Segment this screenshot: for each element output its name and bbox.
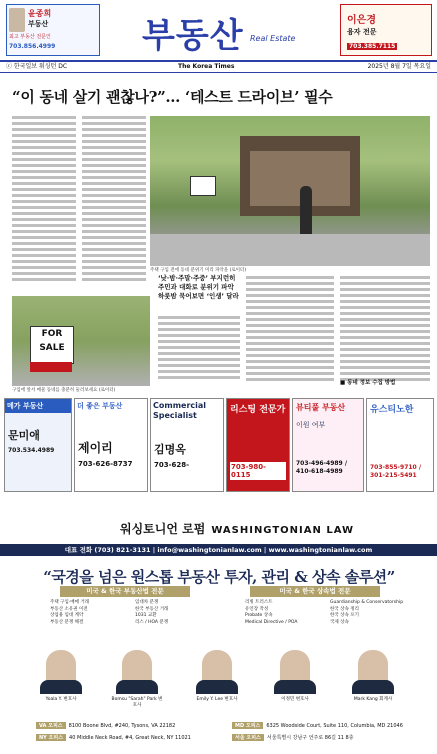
lender-phone: 703.385.7115: [349, 43, 396, 50]
sidewalk: [150, 234, 430, 266]
attorney-5: Mark Kang 회계사: [346, 650, 400, 708]
lender-name: 이은경: [347, 15, 376, 26]
law-headline: “국경을 넘은 원스톱 부동산 투자, 관리 & 상속 솔루션”: [43, 568, 395, 586]
law-firm-logo: [120, 520, 354, 537]
law-logo-en: WASHINGTONIAN LAW: [211, 525, 355, 536]
agent-photo: [9, 8, 25, 32]
ad-1-title: 메가 부동산: [5, 399, 71, 413]
article-column-1: [12, 116, 76, 292]
article-photo-house: [150, 116, 430, 266]
agent-sub: 최고 부동산 전문인: [9, 34, 51, 40]
header: [0, 0, 437, 60]
article-column-3: [246, 276, 334, 388]
section-subhead: ■ 동네 정보 수집 방법: [340, 380, 396, 386]
address-ny: NY 오피스 40 Middle Neck Road, #4, Great Neck, NY 11021: [36, 734, 191, 741]
ad-3[interactable]: [150, 398, 224, 492]
walking-person: [300, 186, 312, 236]
article-column-5: [158, 316, 240, 388]
strip-date: 2025년 8월 7일 목요일: [367, 63, 431, 70]
agent-phone: 703.856.4999: [9, 43, 56, 50]
for-sale-sign-base: [30, 362, 72, 372]
services-list-2: 임대차 분쟁 한국 부동산 거래 1031 교환 리스 / HOA 분쟁: [135, 600, 169, 625]
services-list-4: Guardianship & Conservatorship 한국 상속 정리 한국 상속 포기 국제 상속: [330, 600, 404, 625]
pull-quote: ‘낮·밤·주말·주중’ 부지런히 주민과 대화로 분위기 파악 하룻밤 묵어보면 ‘인생’ 달라: [158, 274, 239, 300]
masthead-title: 부동산: [142, 16, 244, 56]
ad-3-phone: 703-628-: [154, 461, 190, 469]
ad-row: [0, 398, 437, 492]
ad-1[interactable]: [4, 398, 72, 492]
strip-left: ⓒ 한국일보 워싱턴 DC: [6, 63, 68, 70]
ad-6-title: 유스티노한: [370, 405, 414, 415]
ad-4-phone: 703-980-0115: [230, 462, 286, 480]
address-seoul: 서울 오피스 서울특별시 강남구 언주로 86길 11 8층: [232, 734, 354, 741]
law-firm-ad[interactable]: [0, 500, 437, 754]
attorney-4: 이정민 변호사: [268, 650, 322, 708]
lender-company: 융자 전문: [347, 28, 377, 36]
ad-4-title: 리스팅 전문가: [230, 405, 286, 415]
strip-center: The Korea Times: [178, 63, 235, 70]
masthead-subtitle: Real Estate: [250, 34, 296, 43]
agent-company: 부동산: [28, 20, 49, 28]
ad-5-name: 이원 여부: [296, 421, 326, 429]
ad-2-phone: 703-626-8737: [78, 460, 133, 468]
office-addresses: [0, 718, 437, 754]
ad-4[interactable]: [226, 398, 290, 492]
ad-1-phone: 703.534.4989: [8, 447, 55, 454]
agent-name: 윤종희: [28, 9, 52, 18]
attorney-row: [0, 650, 437, 710]
header-left-ad[interactable]: [6, 4, 100, 56]
attorney-1: Yoala Y. 변호사: [34, 650, 88, 708]
article-column-2: [82, 116, 146, 292]
ad-6[interactable]: [366, 398, 434, 492]
address-va: VA 오피스 8100 Boone Blvd, #240, Tysons, VA 22182: [36, 722, 175, 729]
ad-3-title: Commercial Specialist: [153, 401, 207, 420]
attorney-2: Bomsu "Sarah" Park 변호사: [110, 650, 164, 708]
article-column-4: [340, 276, 430, 388]
ad-2-name: 제이리: [78, 441, 113, 455]
ad-2-title: 더 좋은 부동산: [77, 402, 123, 410]
ad-5[interactable]: [292, 398, 364, 492]
address-md: MD 오피스 6325 Woodside Court, Suite 110, Columbia, MD 21046: [232, 722, 403, 729]
ad-5-phone: 703-496-4989 / 410-618-4989: [296, 460, 348, 475]
date-strip: [0, 60, 437, 73]
yard-sign: [190, 176, 216, 196]
for-sale-sign: FOR SALE: [30, 326, 74, 364]
photo-caption-big: 주택 구입 전에 동네 분위기 미리 파악을 (로이터): [150, 268, 247, 273]
law-contact-bar: 대표 전화 (703) 821-3131 | info@washingtonianlaw.com | www.washingtonianlaw.com: [0, 544, 437, 556]
article-photo-forsale: [12, 296, 150, 386]
header-right-ad[interactable]: [340, 4, 432, 56]
services-list-3: 리빙 트러스트 유언장 작성 Probate 상속 Medical Directive / POA: [245, 600, 298, 625]
law-logo-kr: 워싱토니언 로펌: [120, 522, 206, 536]
ad-1-name: 문미애: [8, 429, 40, 442]
attorney-3: Emily Y. Lee 변호사: [190, 650, 244, 708]
services-list-1: 주택 구입·매매 거래 부동산 소유권 이전 상업용 임대 계약 부동산 분쟁 해결: [50, 600, 90, 625]
tag-inheritance-law: 미국 & 한국 상속법 전문: [250, 586, 380, 597]
ad-3-name: 김명옥: [154, 443, 186, 456]
article-headline: “이 동네 살기 괜찮나?”… ‘테스트 드라이브’ 필수: [12, 88, 333, 106]
ad-6-phone: 703-855-9710 / 301-215-5491: [370, 464, 422, 479]
ad-5-title: 뷰티풀 부동산: [296, 403, 346, 412]
tag-real-estate-law: 미국 & 한국 부동산법 전문: [60, 586, 190, 597]
photo-caption-small: 구입에 앞서 매물 동네를 충분히 둘러보세요 (로이터): [12, 388, 116, 393]
ad-2[interactable]: [74, 398, 148, 492]
